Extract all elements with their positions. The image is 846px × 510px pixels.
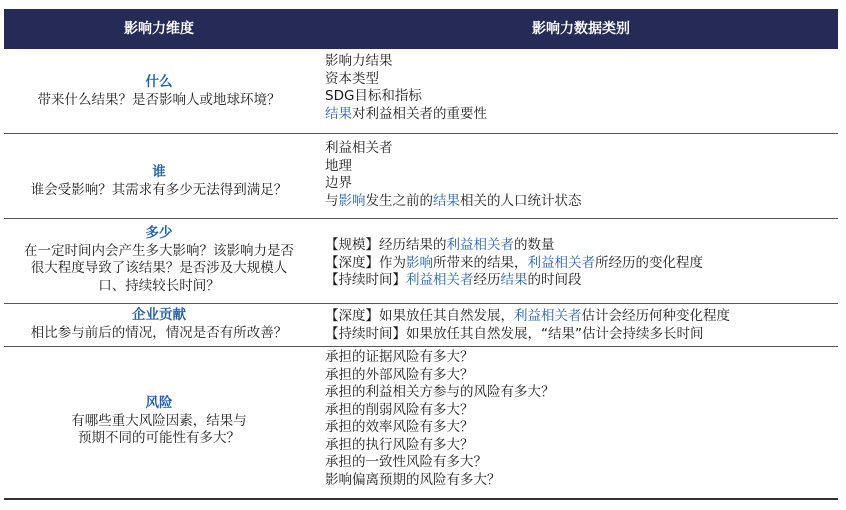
- item-text: 的数量: [514, 237, 555, 253]
- category-item: [325, 454, 838, 472]
- highlight-term: 利益相关者: [446, 237, 514, 253]
- item-text: 【深度】作为: [325, 254, 406, 271]
- highlight-term: 利益相关者: [514, 308, 582, 324]
- category-item: [325, 367, 838, 385]
- dimension-question: 有哪些重大风险因素，结果与预期不同的可能性有多大？: [71, 412, 247, 446]
- item-text: 承担的利益相关方参与的风险有多大？: [325, 384, 555, 400]
- item-text: 地理: [325, 157, 352, 174]
- table-row: [4, 49, 838, 133]
- item-text: 所带来的结果，: [433, 254, 528, 271]
- highlight-term: 结果: [500, 272, 528, 288]
- table-bottom-rule: [4, 498, 838, 500]
- category-cell: [325, 237, 838, 290]
- category-cell: [325, 53, 838, 123]
- item-text: 利益相关者: [325, 140, 393, 156]
- category-cell: [325, 349, 838, 489]
- category-item: [325, 402, 838, 420]
- item-text: 承担的效率风险有多大？: [325, 419, 474, 435]
- item-text: 承担的外部风险有多大？: [325, 366, 474, 383]
- item-text: 经历: [473, 272, 501, 288]
- category-item: [325, 88, 838, 106]
- dimension-cell: [4, 74, 314, 109]
- highlight-term: 利益相关者: [406, 272, 474, 288]
- category-item: [325, 272, 838, 290]
- dimension-cell: [4, 307, 314, 342]
- item-text: 【深度】如果放任其自然发展，: [325, 308, 514, 324]
- highlight-term: 结果: [433, 192, 460, 209]
- category-item: [325, 326, 838, 344]
- category-item: [325, 106, 838, 124]
- item-text: 【持续时间】: [325, 272, 406, 288]
- category-cell: [325, 140, 838, 210]
- item-text: 估计会经历何种变化程度: [581, 308, 730, 324]
- header-dimension: 影响力维度: [124, 21, 194, 37]
- item-text: 的时间段: [527, 272, 582, 288]
- category-item: [325, 472, 838, 490]
- item-text: 影响偏离预期的风险有多大？: [325, 471, 501, 488]
- category-item: [325, 53, 838, 71]
- dimension-question: 谁会受影响？其需求有多少无法得到满足？: [30, 181, 288, 198]
- table-row: [4, 134, 838, 218]
- item-text: 边界: [325, 175, 352, 191]
- table-header: [4, 9, 838, 49]
- highlight-term: 利益相关者: [527, 254, 595, 271]
- dimension-cell: [4, 225, 314, 295]
- category-item: [325, 175, 838, 193]
- table-row: [4, 347, 838, 499]
- category-item: [325, 349, 838, 367]
- category-item: [325, 308, 838, 326]
- dimension-title: 多少: [145, 225, 173, 241]
- dimension-question: 带来什么结果？是否影响人或地球环境？: [37, 91, 281, 108]
- dimension-title: 谁: [152, 164, 166, 180]
- item-text: 所经历的变化程度: [595, 254, 703, 271]
- item-text: 承担的一致性风险有多大？: [325, 454, 487, 470]
- header-category: 影响力数据类别: [532, 21, 630, 37]
- category-item: [325, 419, 838, 437]
- dimension-cell: [4, 164, 314, 199]
- dimension-cell: [4, 395, 314, 448]
- item-text: 相关的人口统计状态: [460, 192, 582, 209]
- item-text: SDG目标和指标: [325, 88, 422, 104]
- category-item: [325, 384, 838, 402]
- category-item: [325, 193, 838, 211]
- highlight-term: 结果: [325, 105, 352, 122]
- category-item: [325, 237, 838, 255]
- dimension-question: 在一定时间内会产生多大影响？该影响力是否很大程度导致了该结果？是否涉及大规模人口、持续较长时间？: [24, 242, 294, 294]
- dimension-title: 什么: [145, 74, 173, 90]
- category-item: [325, 255, 838, 273]
- item-text: 承担的证据风险有多大？: [325, 349, 474, 365]
- table-row: [4, 304, 838, 346]
- item-text: 承担的执行风险有多大？: [325, 436, 474, 453]
- category-item: [325, 437, 838, 455]
- item-text: 【规模】经历结果的: [325, 237, 447, 253]
- dimension-question: 相比参与前后的情况，情况是否有所改善？: [30, 324, 288, 341]
- highlight-term: 影响: [406, 254, 433, 271]
- dimension-title: 企业贡献: [132, 307, 186, 323]
- category-cell: [325, 308, 838, 343]
- item-text: 影响力结果: [325, 53, 393, 69]
- dimension-title: 风险: [145, 395, 173, 411]
- item-text: 发生之前的: [365, 192, 433, 209]
- item-text: 资本类型: [325, 70, 379, 87]
- item-text: 对利益相关者的重要性: [352, 105, 487, 122]
- category-item: [325, 71, 838, 89]
- item-text: 与: [325, 192, 339, 209]
- item-text: 【持续时间】如果放任其自然发展，“结果”估计会持续多长时间: [325, 325, 704, 342]
- category-item: [325, 140, 838, 158]
- category-item: [325, 158, 838, 176]
- item-text: 承担的削弱风险有多大？: [325, 401, 474, 418]
- table-row: [4, 219, 838, 303]
- highlight-term: 影响: [338, 192, 366, 209]
